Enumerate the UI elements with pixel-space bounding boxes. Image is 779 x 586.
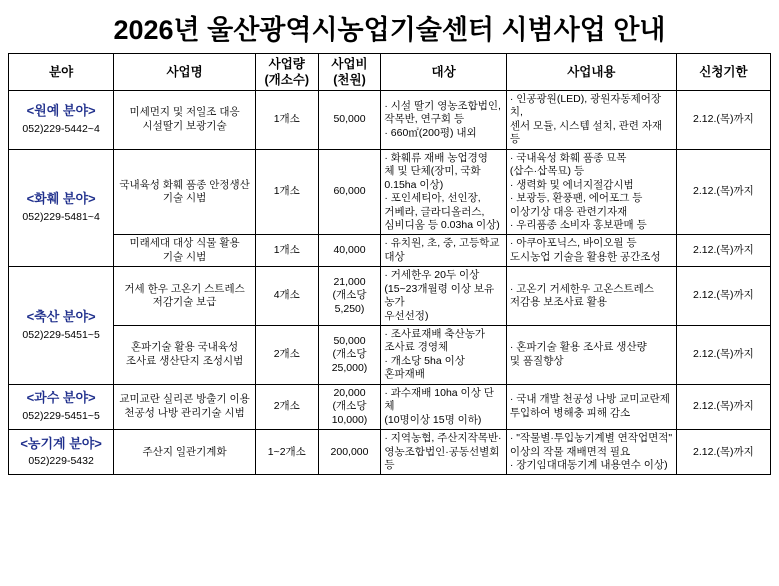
cell-target-line: · 화훼류 재배 농업경영 [384,151,488,164]
cell-content-line: · 인공광원(LED), 광원자동제어장치, [509,93,662,119]
cell-project [114,91,256,150]
cell-content-line: 센서 모듈, 시스템 설치, 관련 자재 등 [509,119,663,146]
cell-quantity-line: 4개소 [273,289,300,302]
cell-target-line: · 개소당 5ha 이상 [384,354,465,367]
cell-content [506,384,676,429]
cell-content-line: · 아쿠아포닉스, 바이오월 등 [509,237,637,250]
column-header-target: 대상 [381,54,506,91]
cell-quantity [255,430,318,475]
table-row [9,267,771,326]
cell-cost-line: 60,000 [333,185,366,198]
cell-project-line: 저감기술 보급 [152,296,217,309]
cell-project-line: 미래세대 대상 식물 활용 [129,237,240,250]
table-row [9,430,771,475]
cell-project-line: 미세먼지 및 저일조 대응 [129,106,240,119]
field-phone: 052)229-5432 [28,455,94,468]
cell-project-line: 교미교란 실리콘 방출기 이용 [119,393,250,406]
cell-quantity [255,384,318,429]
cell-project-line: 천공성 나방 관리기술 시범 [124,406,245,419]
cell-quantity-line: 2개소 [273,400,300,413]
cell-deadline: 2.12.(목)까지 [676,149,770,235]
field-phone: 052)229-5442~4 [22,122,100,135]
column-header-content: 사업내용 [506,54,676,91]
page-title: 2026년 울산광역시농업기술센터 시범사업 안내 [113,15,666,45]
column-header-cost [318,54,381,91]
cell-cost-line: 50,000 [333,113,366,126]
cell-target [381,235,506,267]
column-header-quantity-line1: 사업량 [268,57,305,71]
cell-deadline: 2.12.(목)까지 [676,91,770,150]
cell-cost [318,326,381,385]
cell-content-line: 저감용 보조사료 활용 [509,296,607,309]
cell-content-line: · 장기임대대동기계 내용연수 이상) [509,458,668,471]
field-name: <원예 분야> [26,103,96,119]
cell-field [9,149,114,267]
cell-content-line: · 국내육성 화훼 품종 묘목 [509,151,627,164]
cell-content-line: · 국내 개발 천공성 나방 교미교란제 [509,393,670,406]
cell-quantity [255,267,318,326]
cell-target-line: · 과수재배 10ha 이상 단체 [384,386,494,413]
cell-target-line: · 포인세티아, 선인장, [384,192,481,205]
cell-project [114,384,256,429]
cell-target [381,384,506,429]
cell-quantity-line: 1개소 [273,113,300,126]
table-row [9,149,771,235]
cell-project-line: 기술 시범 [162,192,207,205]
cell-cost-line: 50,000 [333,334,366,347]
cell-project-line: 조사료 생산단지 조성시범 [125,354,244,367]
cell-deadline: 2.12.(목)까지 [676,430,770,475]
cell-content-line: · 보광등, 환풍팬, 에어포그 등 [509,192,643,205]
cell-project [114,430,256,475]
cell-target [381,430,506,475]
column-header-quantity [255,54,318,91]
field-name: <화훼 분야> [26,191,96,207]
cell-quantity-line: 2개소 [273,348,300,361]
cell-project-line: 거세 한우 고온기 스트레스 [124,282,245,295]
cell-quantity-line: 1개소 [273,185,300,198]
cell-cost [318,235,381,267]
cell-target-line: · 거세한우 20두 이상 [384,269,480,282]
field-phone: 052)229-5451~5 [22,328,100,341]
cell-project [114,267,256,326]
field-phone: 052)229-5451~5 [22,410,100,422]
cell-target-line: (15~23개월령 이상 보유농가 [384,282,495,309]
cell-target [381,91,506,150]
cell-content [506,267,676,326]
cell-target-line: 혼파재배 [384,368,425,381]
field-name: <축산 분야> [26,308,96,324]
cell-content-line: 도시농업 기술을 활용한 공간조성 [509,250,661,263]
cell-field [9,430,114,475]
cell-content-line: · "작물별·투입농기계별 연작업면적" [509,432,673,445]
cell-content [506,91,676,150]
cell-content-line: 이상기상 대응 관련기자재 [509,205,628,218]
cell-cost-line: (개소당 [332,400,367,413]
cell-quantity [255,91,318,150]
cell-project-line: 기술 시범 [162,250,207,263]
cell-target-line: · 지역농협, 주산지작목반· [384,432,502,445]
cell-content [506,326,676,385]
cell-target-line: 작목반, 연구회 등 [384,113,465,126]
cell-deadline: 2.12.(목)까지 [676,326,770,385]
table-row [9,91,771,150]
cell-cost-line: 40,000 [333,244,366,257]
cell-cost-line: (개소당 [332,289,367,302]
cell-target-line: · 유치원, 초, 중, 고등학교 [384,237,500,250]
cell-target-line: (10명이상 15명 이하) [384,413,482,426]
cell-target [381,326,506,385]
cell-cost [318,384,381,429]
cell-content-line: 및 품질향상 [509,354,564,367]
cell-deadline: 2.12.(목)까지 [676,235,770,267]
cell-target-line: 거베라, 글라디올러스, [384,205,485,218]
field-name: <과수 분야> [26,390,96,406]
cell-project [114,326,256,385]
cell-target-line: 우선선정) [384,309,429,322]
cell-quantity-line: 1개소 [273,244,300,257]
cell-cost-line: (개소당 [332,348,367,361]
field-phone: 052)229-5481~4 [22,211,100,224]
column-header-cost-line2: (천원) [333,73,366,87]
table-header [9,54,771,91]
cell-project [114,235,256,267]
cell-content-line: 투입하여 병해충 피해 감소 [509,406,631,419]
cell-content-line: · 혼파기술 활용 조사료 생산량 [509,341,647,354]
cell-cost [318,267,381,326]
column-header-field: 분야 [9,54,114,91]
column-header-project: 사업명 [114,54,256,91]
cell-project-line: 국내육성 화훼 품종 안정생산 [119,178,250,191]
cell-content-line: · 우리품종 소비자 홍보판매 등 [509,218,647,231]
cell-field [9,267,114,385]
cell-cost-line: 10,000) [331,413,368,426]
cell-target-line: 영농조합법인·공동선별회 등 [384,445,500,471]
table-row [9,326,771,385]
table-body [9,91,771,475]
field-name: <농기계 분야> [20,435,102,451]
cell-cost-line: 21,000 [333,275,366,288]
column-header-deadline: 신청기한 [676,54,770,91]
cell-project [114,149,256,235]
table-header-row [9,54,771,91]
cell-cost-line: 200,000 [330,445,369,458]
cell-target-line: 조사료 경영체 [384,341,449,354]
table-row [9,384,771,429]
cell-content [506,235,676,267]
cell-target-line: 대상 [384,250,405,263]
cell-cost [318,430,381,475]
cell-cost-line: 20,000 [333,386,366,399]
cell-project-line: 혼파기술 활용 국내육성 [130,341,239,354]
cell-target-line: 체 및 단체(장미, 국화 [384,165,481,178]
column-header-quantity-line2: (개소수) [264,73,310,87]
cell-cost-line: 5,250) [334,302,365,315]
cell-content [506,149,676,235]
cell-content-line: · 생력화 및 에너지절감시범 [509,178,634,191]
table-row [9,235,771,267]
program-table [8,53,771,475]
cell-quantity [255,326,318,385]
cell-target [381,267,506,326]
cell-quantity [255,235,318,267]
cell-field [9,91,114,150]
cell-target-line: · 660㎡(200평) 내외 [384,126,477,139]
cell-content-line: (삽수·삽목묘) 등 [509,165,585,178]
cell-target-line: · 조사료재배 축산농가 [384,328,485,340]
cell-target [381,149,506,235]
cell-cost-line: 25,000) [331,361,368,374]
column-header-cost-line1: 사업비 [331,57,368,71]
cell-project-line: 시설딸기 보광기술 [142,119,227,132]
cell-quantity [255,149,318,235]
cell-target-line: · 시설 딸기 영농조합법인, [384,99,501,112]
cell-quantity-line: 1~2개소 [267,445,306,458]
cell-deadline: 2.12.(목)까지 [676,267,770,326]
cell-target-line: 0.15ha 이상) [384,178,444,191]
cell-target-line: 심비디움 등 0.03ha 이상) [384,218,500,231]
cell-cost [318,149,381,235]
cell-content-line: 이상의 작물 재배면적 필요 [509,445,631,458]
cell-project-line: 주산지 일관기계화 [142,445,227,458]
cell-cost [318,91,381,150]
cell-field [9,384,114,429]
cell-deadline: 2.12.(목)까지 [676,384,770,429]
cell-content [506,430,676,475]
cell-content-line: · 고온기 거세한우 고온스트레스 [509,282,654,295]
